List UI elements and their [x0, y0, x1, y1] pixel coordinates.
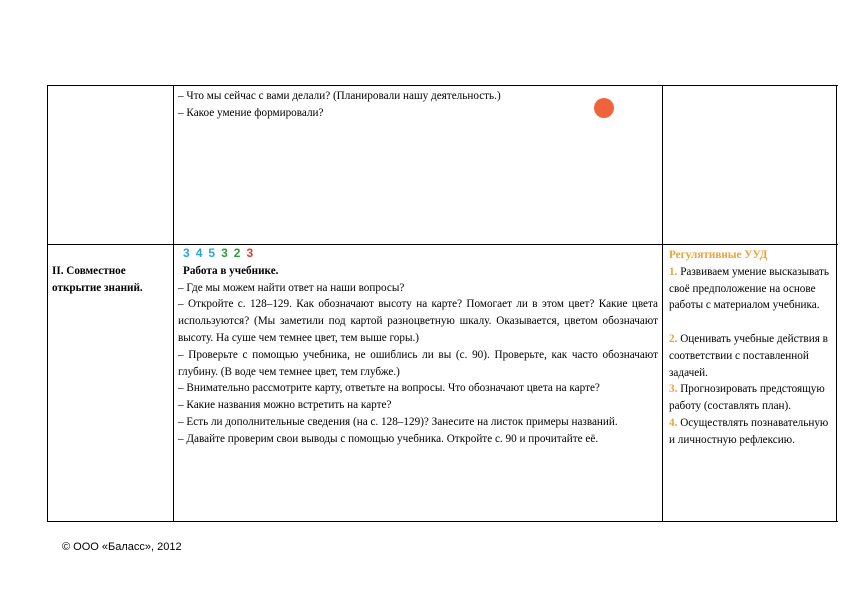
- uud-item-number: 1.: [669, 265, 678, 278]
- task-number: 3: [183, 246, 190, 260]
- task-number: 5: [208, 246, 216, 260]
- uud-item: [669, 264, 831, 314]
- uud-item: [669, 415, 831, 449]
- paragraph: – Откройте с. 128–129. Как обозначают высоту на карте? Помогает ли в этом цвет? Какие цвета используются? (Мы заметили под картой разноцветную шкалу. Оказывается, цветом обозначают высоту. На суше чем темнее цвет, тем выше горы.): [178, 298, 658, 344]
- uud-item-text: Оценивать учебные действия в соответствии с поставленной задачей.: [669, 332, 828, 379]
- uud-item-number: 3.: [669, 383, 678, 396]
- table-divider: [173, 85, 174, 244]
- orange-dot-marker: [594, 98, 614, 118]
- paragraph: – Где мы можем найти ответ на наши вопросы?: [178, 281, 405, 294]
- stage-title: II. Совместное открытие знаний.: [52, 265, 143, 294]
- uud-item-number: 2.: [669, 332, 678, 345]
- table-border-left: [47, 245, 48, 521]
- task-number: 2: [233, 246, 241, 260]
- table-divider: [173, 245, 174, 521]
- uud-item: [669, 381, 831, 415]
- uud-item-text: Осуществлять познавательную и личностную рефлексию.: [669, 416, 829, 446]
- table-divider: [662, 85, 663, 244]
- row1-line: – Что мы сейчас с вами делали? (Планировали нашу деятельность.): [178, 90, 501, 102]
- spacer: [669, 314, 831, 331]
- task-number: 4: [195, 246, 203, 260]
- table-row: [47, 245, 838, 522]
- task-number: 3: [221, 246, 228, 260]
- row1-content-cell: [178, 88, 658, 122]
- copyright-footer: © ООО «Баласс», 2012: [62, 541, 182, 553]
- task-numbers: [178, 245, 658, 263]
- uud-item: [669, 331, 831, 381]
- uud-item-number: 4.: [669, 416, 678, 429]
- table-divider: [662, 245, 663, 521]
- table-border-right: [836, 85, 837, 244]
- uud-title: Регулятивные УУД: [669, 249, 768, 261]
- uud-cell: [669, 247, 831, 449]
- row1-line: – Какое умение формировали?: [178, 106, 324, 119]
- uud-item-text: Развиваем умение высказывать своё предположение на основе работы с материалом учебника.: [669, 265, 829, 312]
- uud-item-text: Прогнозировать предстоящую работу (составлять план).: [669, 383, 825, 413]
- paragraph: – Внимательно рассмотрите карту, ответьте на вопросы. Что обозначают цвета на карте?: [178, 382, 600, 395]
- table-row: [47, 85, 838, 245]
- section-heading: Работа в учебнике.: [183, 264, 279, 277]
- table-border-left: [47, 85, 48, 244]
- table-border-right: [836, 245, 837, 521]
- paragraph: – Какие названия можно встретить на карте?: [178, 399, 392, 412]
- paragraph: – Давайте проверим свои выводы с помощью учебника. Откройте с. 90 и прочитайте её.: [178, 432, 599, 445]
- row2-content-cell: [178, 245, 658, 448]
- paragraph: – Проверьте с помощью учебника, не ошиблись ли вы (с. 90). Проверьте, как часто обозначают глубину. (В воде чем темнее цвет, тем глубже.): [178, 348, 658, 378]
- task-number: 3: [246, 246, 254, 260]
- paragraph: – Есть ли дополнительные сведения (на с. 128–129)? Занесите на листок примеры названий.: [178, 415, 618, 428]
